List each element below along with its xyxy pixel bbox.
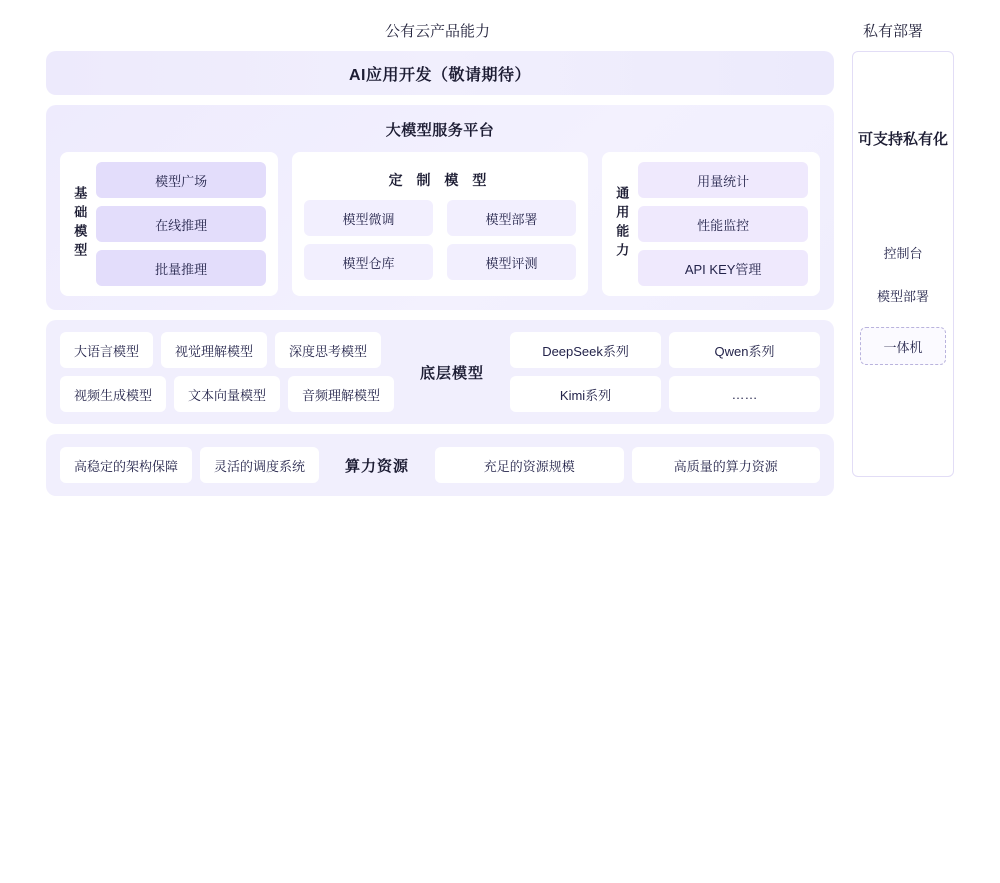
chip-model-evaluation[interactable]: 模型评测 (447, 244, 576, 280)
model-service-platform-band (46, 105, 834, 310)
base-models-left (60, 332, 394, 412)
private-support-title: 可支持私有化 (857, 131, 948, 148)
chip-online-inference[interactable]: 在线推理 (96, 206, 266, 242)
chip-llm[interactable]: 大语言模型 (60, 332, 153, 368)
general-capability-items (638, 162, 808, 286)
base-models-right-row-2 (510, 376, 820, 412)
platform-groups (60, 152, 820, 296)
base-models-title: 底层模型 (420, 364, 485, 382)
chip-vision-model[interactable]: 视觉理解模型 (161, 332, 267, 368)
private-item-console[interactable]: 控制台 (883, 246, 923, 261)
private-item-appliance[interactable]: 一体机 (860, 327, 946, 365)
basic-model-items (96, 162, 266, 286)
private-item-model-deploy[interactable]: 模型部署 (876, 289, 929, 304)
chip-api-key-management[interactable]: API KEY管理 (638, 250, 808, 286)
basic-model-group (60, 152, 278, 296)
base-models-band (46, 320, 834, 424)
chip-model-repository[interactable]: 模型仓库 (304, 244, 433, 280)
compute-resources-band (46, 434, 834, 496)
ai-application-band (46, 51, 834, 95)
chip-qwen-series[interactable]: Qwen系列 (669, 332, 820, 368)
ai-application-title: AI应用开发（敬请期待） (348, 66, 531, 84)
base-models-row-1 (60, 332, 394, 368)
chip-reasoning-model[interactable]: 深度思考模型 (275, 332, 381, 368)
general-capability-group (602, 152, 820, 296)
custom-model-items (304, 200, 576, 280)
custom-model-body (304, 168, 576, 280)
public-cloud-column (46, 51, 834, 506)
chip-text-embedding-model[interactable]: 文本向量模型 (174, 376, 280, 412)
chip-kimi-series[interactable]: Kimi系列 (510, 376, 661, 412)
private-deployment-header: 私有部署 (863, 23, 924, 40)
base-models-right-row-1 (510, 332, 820, 368)
base-models-right (510, 332, 820, 412)
chip-model-plaza[interactable]: 模型广场 (96, 162, 266, 198)
chip-sufficient-resources[interactable]: 充足的资源规模 (435, 447, 623, 483)
general-capability-label: 通用能力 (614, 186, 630, 262)
chip-flexible-scheduling[interactable]: 灵活的调度系统 (200, 447, 319, 483)
basic-model-label: 基础模型 (72, 186, 88, 262)
platform-title: 大模型服务平台 (385, 122, 495, 139)
chip-video-generation-model[interactable]: 视频生成模型 (60, 376, 166, 412)
compute-right-items (435, 447, 820, 483)
chip-performance-monitoring[interactable]: 性能监控 (638, 206, 808, 242)
chip-audio-understanding-model[interactable]: 音频理解模型 (288, 376, 394, 412)
chip-usage-statistics[interactable]: 用量统计 (638, 162, 808, 198)
chip-deepseek-series[interactable]: DeepSeek系列 (510, 332, 661, 368)
compute-left-items (60, 447, 319, 483)
chip-model-deploy[interactable]: 模型部署 (447, 200, 576, 236)
compute-resources-title: 算力资源 (345, 457, 410, 475)
chip-stable-architecture[interactable]: 高稳定的架构保障 (60, 447, 192, 483)
custom-model-group (292, 152, 588, 296)
chip-model-finetune[interactable]: 模型微调 (304, 200, 433, 236)
base-models-row-2 (60, 376, 394, 412)
chip-high-quality-compute[interactable]: 高质量的算力资源 (632, 447, 820, 483)
chip-more-series[interactable]: …… (669, 376, 820, 412)
private-deployment-column (852, 51, 954, 477)
public-cloud-header: 公有云产品能力 (385, 23, 491, 40)
chip-batch-inference[interactable]: 批量推理 (96, 250, 266, 286)
custom-model-title: 定 制 模 型 (388, 172, 492, 188)
